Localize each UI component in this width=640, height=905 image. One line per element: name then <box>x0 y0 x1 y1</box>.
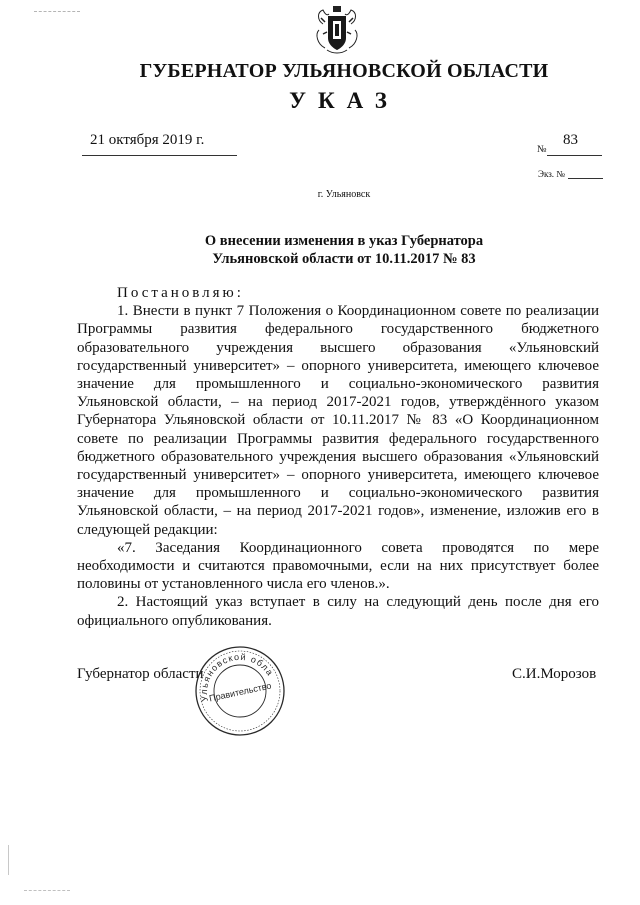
official-seal <box>194 645 286 737</box>
copy-number-label: Экз. № <box>538 169 565 179</box>
copy-number-underline <box>568 178 603 179</box>
document-number: 83 <box>563 132 578 148</box>
document-heading <box>0 232 640 268</box>
heading-line: Ульяновской области от 10.11.2017 № 83 <box>212 251 476 267</box>
document-type: УКАЗ <box>289 88 399 113</box>
scan-artifact-bottom <box>24 890 70 891</box>
date-underline <box>82 155 237 156</box>
coat-of-arms-emblem <box>313 4 361 58</box>
decree-phrase: Постановляю: <box>117 285 244 301</box>
heading-line: О внесении изменения в указ Губернатора <box>204 233 484 249</box>
signer-position: Губернатор области <box>77 666 204 682</box>
document-date: 21 октября 2019 г. <box>90 132 205 148</box>
body-paragraph: 2. Настоящий указ вступает в силу на следующий день после дня его официального опубликования. <box>77 594 599 629</box>
body-paragraph: «7. Заседания Координационного совета проводятся по мере необходимости и считаются правомочными, если на них присутствует более половины от установленного числа его членов.». <box>77 539 599 593</box>
number-underline <box>547 155 602 156</box>
issuer-title: ГУБЕРНАТОР УЛЬЯНОВСКОЙ ОБЛАСТИ <box>139 60 549 82</box>
scan-artifact-left <box>8 845 9 875</box>
seal-inner-text: Правительство <box>208 680 273 704</box>
signer-name: С.И.Морозов <box>512 666 597 682</box>
document-city: г. Ульяновск <box>317 189 371 200</box>
number-sign: № <box>537 144 547 155</box>
seal-outer-text: Ульяновской обла <box>198 651 276 703</box>
scan-artifact-top <box>34 11 80 12</box>
document-body <box>77 284 599 630</box>
body-paragraph: 1. Внести в пункт 7 Положения о Координационном совете по реализации Программы развития федерального государственного бюджетного образовательного учреждения высшего образования «Ульяновский государственный университет» – опорного университета, имеющего ключевое значение для промышленного и социально-экономического развития Ульяновской области, – на период 2017-2021 годов, утверждённого указом Губернатора Ульяновской области от 10.11.2017 № 83 «О Координационном совете по реализации Программы развития федерального государственного бюджетного образовательного учреждения высшего образования «Ульяновский государственный университет» – опорного университета, имеющего ключевое значение для промышленного и социально-экономического развития Ульяновской области, – на период 2017-2021 годов», изменение, изложив его в следующей редакции: <box>77 303 599 538</box>
